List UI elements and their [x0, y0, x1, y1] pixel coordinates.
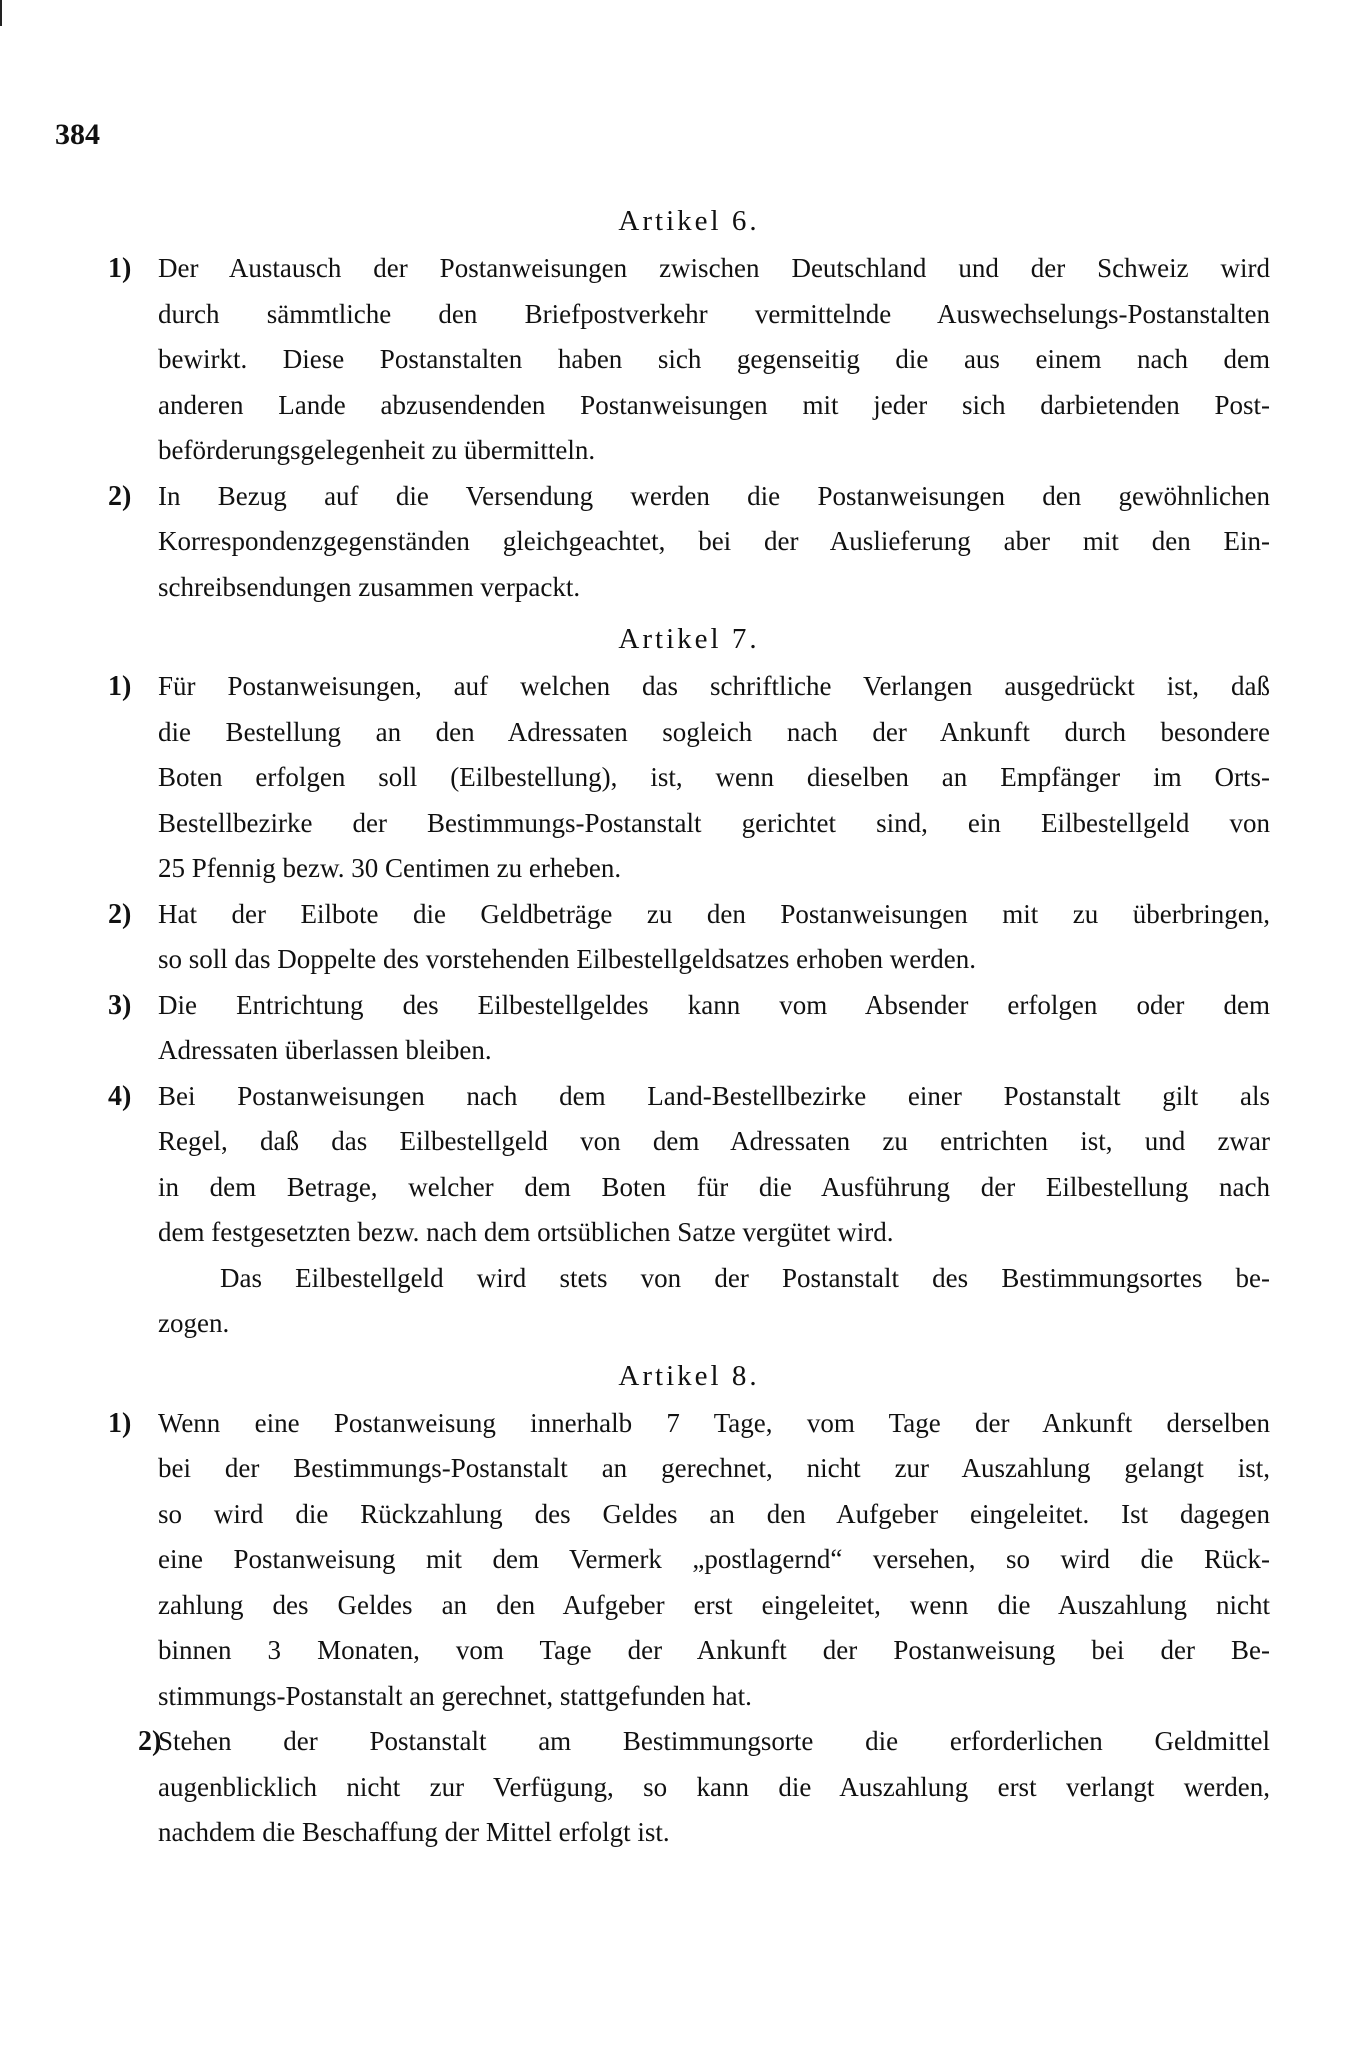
text-line: Boten erfolgen soll (Eilbestellung), ist, wenn dieselben an Empfänger im Orts- [158, 762, 1270, 792]
text-line: Bestellbezirke der Bestimmungs-Postanstalt gerichtet sind, ein Eilbestellgeld von [158, 807, 1270, 838]
text-line: Das Eilbestellgeld wird stets von der Postanstalt des Bestimmungsortes be- [220, 1262, 1270, 1293]
text-line: Die Entrichtung des Eilbestellgeldes kann vom Absender erfolgen oder dem [158, 989, 1270, 1020]
paragraph-number: 2) [108, 480, 132, 512]
paragraph [108, 474, 1270, 611]
article-heading: Artikel 6. [618, 205, 760, 237]
article-heading: Artikel 8. [618, 1359, 760, 1392]
paragraph-number: 1) [108, 671, 132, 702]
text-line: Stehen der Postanstalt am Bestimmungsorte die erforderlichen Geldmittel [158, 1726, 1270, 1756]
text-line: Für Postanweisungen, auf welchen das schriftliche Verlangen ausgedrückt ist, daß [158, 671, 1270, 701]
paragraph-number: 2) [138, 1726, 162, 1757]
page-body [108, 192, 1270, 1856]
text-line: Wenn eine Postanweisung innerhalb 7 Tage, vom Tage der Ankunft derselben [158, 1407, 1270, 1438]
paragraph-number: 3) [108, 989, 132, 1021]
text-line: schreibsendungen zusammen verpackt. [158, 571, 581, 602]
text-line: In Bezug auf die Versendung werden die Postanweisungen den gewöhnlichen [158, 480, 1270, 511]
article-section [108, 616, 1270, 1347]
text-line: eine Postanweisung mit dem Vermerk „postlagernd“ versehen, so wird die Rück- [158, 1544, 1270, 1574]
paragraph-number: 4) [108, 1080, 132, 1112]
text-line: dem festgesetzten bezw. nach dem ortsüblichen Satze vergütet wird. [158, 1217, 894, 1247]
text-line: Hat der Eilbote die Geldbeträge zu den Postanweisungen mit zu überbringen, [158, 898, 1270, 929]
text-line: bewirkt. Diese Postanstalten haben sich gegenseitig die aus einem nach dem [158, 344, 1270, 374]
paragraph [108, 1719, 1270, 1856]
text-line: stimmungs-Postanstalt an gerechnet, stattgefunden hat. [158, 1680, 752, 1711]
paragraph [108, 1401, 1270, 1720]
text-line: Der Austausch der Postanweisungen zwischen Deutschland und der Schweiz wird [158, 253, 1270, 283]
text-line: so soll das Doppelte des vorstehenden Eilbestellgeldsatzes erhoben werden. [158, 944, 977, 974]
text-line: Korrespondenzgegenständen gleichgeachtet, bei der Auslieferung aber mit den Ein- [158, 526, 1270, 556]
text-line: Regel, daß das Eilbestellgeld von dem Adressaten zu entrichten ist, und zwar [158, 1126, 1270, 1156]
text-line: Bei Postanweisungen nach dem Land-Bestellbezirke einer Postanstalt gilt als [158, 1080, 1270, 1111]
paragraph [108, 1256, 1270, 1347]
text-line: anderen Lande abzusendenden Postanweisungen mit jeder sich darbietenden Post- [158, 389, 1270, 420]
text-line: in dem Betrage, welcher dem Boten für die Ausführung der Eilbestellung nach [158, 1171, 1270, 1202]
article-section [108, 198, 1270, 610]
paragraph-number: 2) [108, 898, 132, 930]
page-number: 384 [55, 118, 100, 151]
text-line: beförderungsgelegenheit zu übermitteln. [158, 435, 596, 465]
text-line: 25 Pfennig bezw. 30 Centimen zu erheben. [158, 853, 622, 883]
paragraph [108, 246, 1270, 474]
text-line: binnen 3 Monaten, vom Tage der Ankunft der Postanweisung bei der Be- [158, 1635, 1270, 1665]
article-section [108, 1353, 1270, 1856]
paragraph-number: 1) [108, 1407, 132, 1439]
text-line: so wird die Rückzahlung des Geldes an den Aufgeber eingeleitet. Ist dagegen [158, 1498, 1270, 1529]
paragraph [108, 664, 1270, 892]
paragraph [108, 983, 1270, 1074]
text-line: Adressaten überlassen bleiben. [158, 1035, 492, 1065]
text-line: augenblicklich nicht zur Verfügung, so kann die Auszahlung erst verlangt werden, [158, 1771, 1270, 1802]
paragraph [108, 892, 1270, 983]
text-line: nachdem die Beschaffung der Mittel erfolgt ist. [158, 1817, 670, 1847]
text-line: die Bestellung an den Adressaten sogleich nach der Ankunft durch besondere [158, 716, 1270, 747]
text-line: zogen. [158, 1308, 230, 1338]
text-line: bei der Bestimmungs-Postanstalt an gerechnet, nicht zur Auszahlung gelangt ist, [158, 1453, 1270, 1483]
paragraph [108, 1074, 1270, 1256]
paragraph-number: 1) [108, 253, 132, 284]
scan-edge-line [0, 0, 2, 26]
text-line: zahlung des Geldes an den Aufgeber erst eingeleitet, wenn die Auszahlung nicht [158, 1589, 1270, 1620]
article-heading: Artikel 7. [618, 623, 760, 655]
text-line: durch sämmtliche den Briefpostverkehr vermittelnde Auswechselungs-Postanstalten [158, 298, 1270, 329]
